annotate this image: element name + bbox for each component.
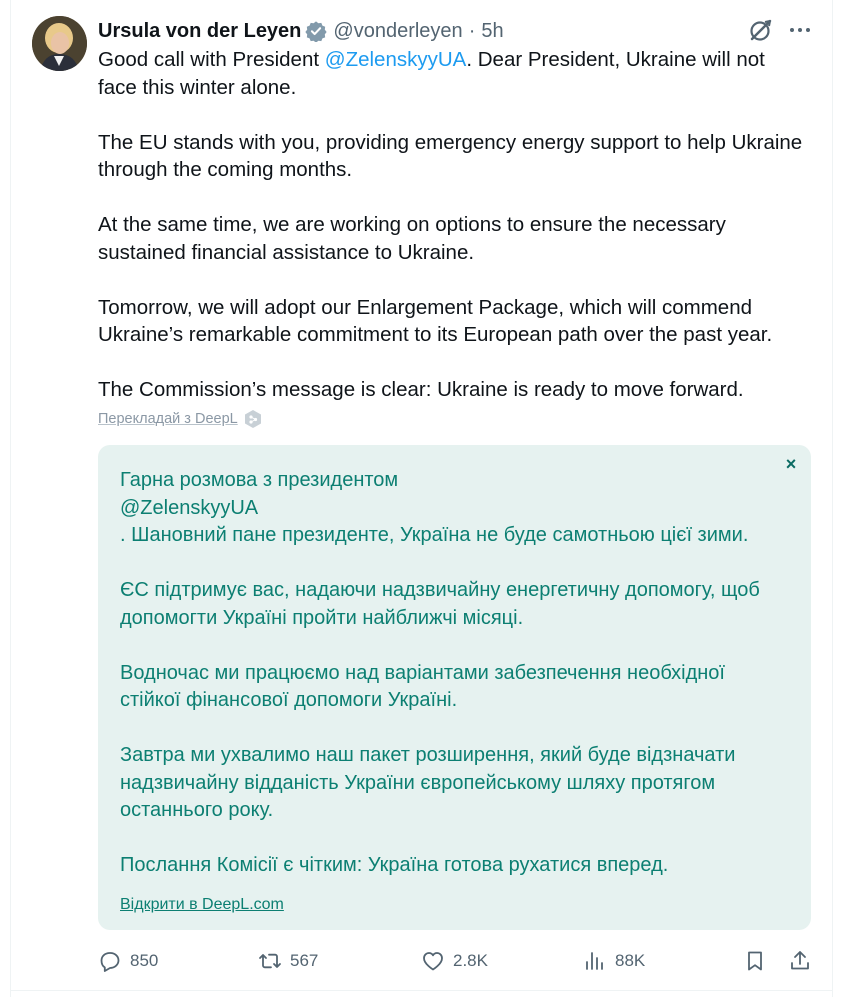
bookmark-button[interactable]: [743, 946, 767, 976]
reply-count: 850: [130, 951, 159, 970]
mention-link[interactable]: @ZelenskyyUA: [324, 48, 467, 71]
open-in-deepl-link[interactable]: Відкрити в DeepL.com: [120, 896, 284, 913]
reply-icon: [98, 949, 122, 973]
author-name[interactable]: Ursula von der Leyen: [98, 19, 302, 42]
views-button[interactable]: [583, 946, 645, 976]
tweet-paragraph-4: Tomorrow, we will adopt our Enlargement Package, which will commend Ukraine’s remarkable commitment to its European path over the past year.: [98, 295, 773, 346]
share-icon: [788, 949, 812, 973]
tweet-time[interactable]: 5h: [481, 19, 504, 42]
action-bar: [98, 946, 814, 976]
repost-icon: [258, 949, 282, 973]
share-button[interactable]: [788, 946, 812, 976]
grok-icon[interactable]: [748, 17, 774, 43]
translation-paragraph-5: Послання Комісії є чітким: Україна готова рухатися вперед.: [120, 854, 669, 876]
tweet-paragraph-2: The EU stands with you, providing emergency energy support to help Ukraine through the coming months.: [98, 130, 803, 181]
close-translation-icon[interactable]: ×: [785, 454, 797, 474]
like-button[interactable]: [421, 946, 488, 976]
reply-button[interactable]: [98, 946, 158, 976]
tweet-header: [98, 17, 504, 45]
more-options-icon[interactable]: [787, 17, 813, 43]
translate-with-deepl-link[interactable]: [98, 409, 263, 429]
repost-button[interactable]: [258, 946, 318, 976]
like-count: 2.8K: [453, 951, 488, 970]
translation-paragraph-4: Завтра ми ухвалимо наш пакет розширення, який буде відзначати надзвичайну відданість України європейському шляху протягом останнього року.: [120, 744, 736, 821]
separator-dot: ·: [468, 19, 476, 42]
views-count: 88K: [615, 951, 646, 970]
translation-text: [120, 467, 790, 880]
author-handle[interactable]: @vonderleyen: [333, 19, 463, 42]
bookmark-icon: [743, 949, 767, 973]
tweet-text: [98, 46, 808, 404]
deepl-icon: [243, 409, 263, 429]
repost-count: 567: [290, 951, 319, 970]
tweet-paragraph-1: Good call with President @ZelenskyyUA. Dear President, Ukraine will not face this winter alone.: [98, 48, 765, 99]
heart-icon: [421, 949, 445, 973]
tweet-paragraph-3: At the same time, we are working on options to ensure the necessary sustained financial assistance to Ukraine.: [98, 213, 726, 264]
translation-paragraph-3: Водночас ми працюємо над варіантами забезпечення необхідної стійкої фінансової допомоги Україні.: [120, 661, 725, 711]
translation-paragraph-1: Гарна розмова з президентом @ZelenskyyUA . Шановний пане президенте, Україна не буде самотньою цієї зими.: [120, 469, 749, 546]
verified-badge-icon: [305, 20, 327, 42]
translation-panel: [98, 445, 811, 930]
translate-link-label[interactable]: Перекладай з DeepL: [98, 411, 238, 427]
translation-paragraph-2: ЄС підтримує вас, надаючи надзвичайну енергетичну допомогу, щоб допомогти Україні пройти найближчі місяці.: [120, 579, 760, 629]
tweet-paragraph-5: The Commission’s message is clear: Ukraine is ready to move forward.: [98, 378, 744, 401]
analytics-icon: [583, 949, 607, 973]
avatar[interactable]: [32, 16, 87, 71]
divider: [10, 990, 833, 991]
